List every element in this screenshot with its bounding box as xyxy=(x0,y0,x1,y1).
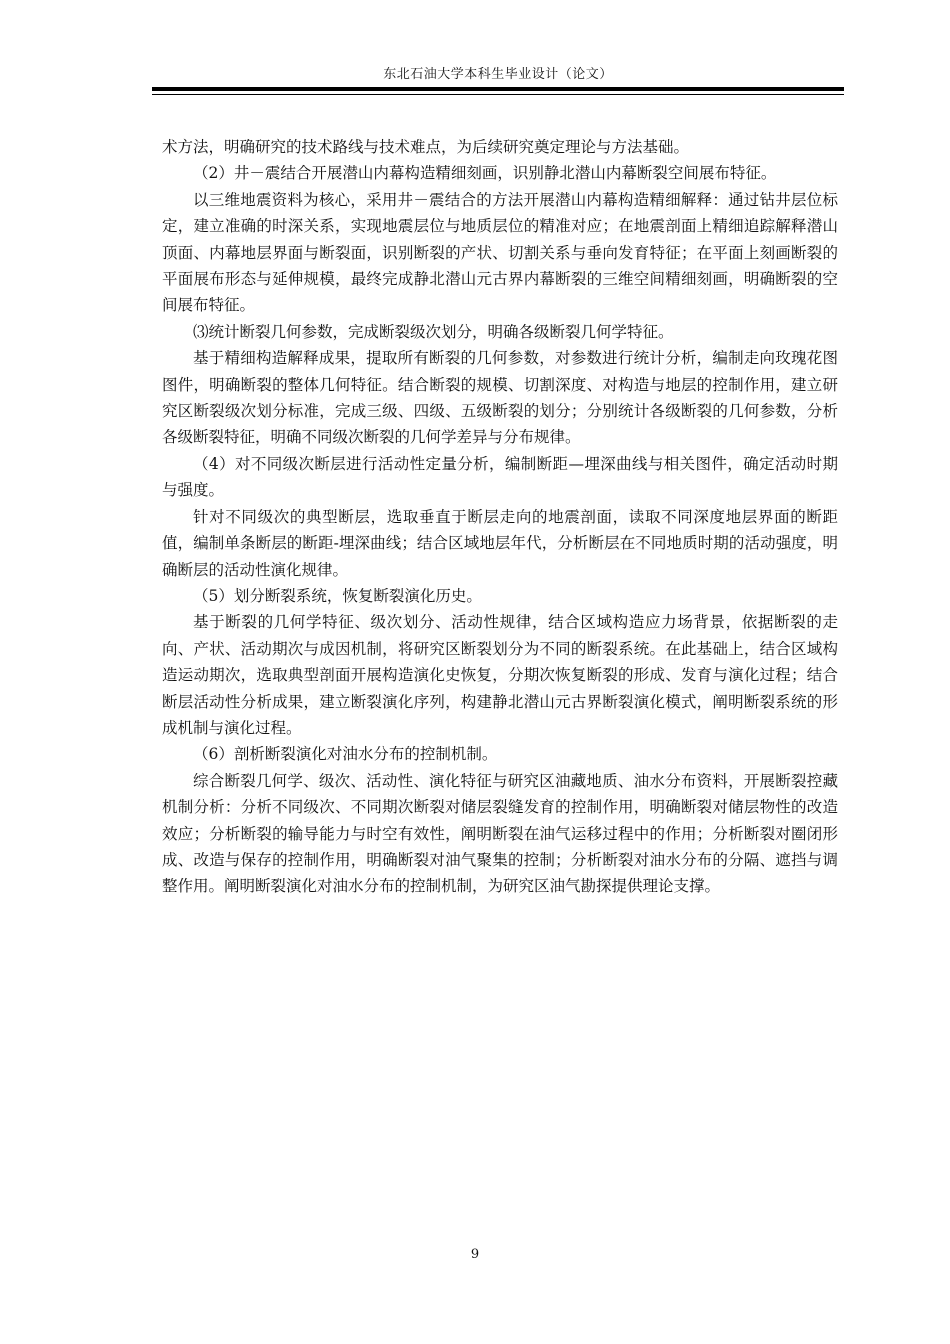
body-paragraph: 术方法，明确研究的技术路线与技术难点，为后续研究奠定理论与方法基础。 xyxy=(162,138,690,156)
header-rule-thick xyxy=(152,87,844,91)
body-paragraph: 以三维地震资料为核心，采用井－震结合的方法开展潜山内幕构造精细解释：通过钻井层位标定，建立准确的时深关系，实现地震层位与地质层位的精准对应；在地震剖面上精细追踪解释潜山顶面、内幕地层界面与断裂面，识别断裂的产状、切割关系与垂向发育特征；在平面上刻画断裂的平面展布形态与延伸规模，最终完成静北潜山元古界内幕断裂的三维空间精细刻画，明确断裂的空间展布特征。 xyxy=(162,190,838,315)
header-rule-thin xyxy=(152,94,844,95)
body-paragraph: （2）井－震结合开展潜山内幕构造精细刻画，识别静北潜山内幕断裂空间展布特征。 xyxy=(193,164,777,183)
body-paragraph: （5）划分断裂系统，恢复断裂演化历史。 xyxy=(193,586,482,605)
body-paragraph: （6）剖析断裂演化对油水分布的控制机制。 xyxy=(193,745,498,764)
running-header-title: 东北石油大学本科生毕业设计（论文） xyxy=(383,67,613,82)
body-paragraph: 针对不同级次的典型断层，选取垂直于断层走向的地震剖面，读取不同深度地层界面的断距值，编制单条断层的断距-埋深曲线；结合区域地层年代，分析断层在不同地质时期的活动强度，明确断层的活动性演化规律。 xyxy=(162,507,838,579)
body-paragraph: （4）对不同级次断层进行活动性定量分析，编制断距—埋深曲线与相关图件，确定活动时期与强度。 xyxy=(162,454,838,500)
body-paragraph: 基于精细构造解释成果，提取所有断裂的几何参数，对参数进行统计分析，编制走向玫瑰花图图件，明确断裂的整体几何特征。结合断裂的规模、切割深度、对构造与地层的控制作用，建立研究区断裂级次划分标准，完成三级、四级、五级断裂的划分；分别统计各级断裂的几何参数，分析各级断裂特征，明确不同级次断裂的几何学差异与分布规律。 xyxy=(162,349,838,447)
body-text xyxy=(162,134,838,900)
body-paragraph: ⑶统计断裂几何参数，完成断裂级次划分，明确各级断裂几何学特征。 xyxy=(193,322,674,341)
page-number: 9 xyxy=(470,1247,480,1262)
body-paragraph: 基于断裂的几何学特征、级次划分、活动性规律，结合区域构造应力场背景，依据断裂的走向、产状、活动期次与成因机制，将研究区断裂划分为不同的断裂系统。在此基础上，结合区域构造运动期次，选取典型剖面开展构造演化史恢复，分期次恢复断裂的形成、发育与演化过程；结合断层活动性分析成果，建立断裂演化序列，构建静北潜山元古界断裂演化模式，阐明断裂系统的形成机制与演化过程。 xyxy=(162,613,838,737)
body-paragraph: 综合断裂几何学、级次、活动性、演化特征与研究区油藏地质、油水分布资料，开展断裂控藏机制分析：分析不同级次、不同期次断裂对储层裂缝发育的控制作用，明确断裂对储层物性的改造效应；分析断裂的输导能力与时空有效性，阐明断裂在油气运移过程中的作用；分析断裂对圈闭形成、改造与保存的控制作用，明确断裂对油气聚集的控制；分析断裂对油水分布的分隔、遮挡与调整作用。阐明断裂演化对油水分布的控制机制，为研究区油气勘探提供理论支撑。 xyxy=(162,771,838,896)
